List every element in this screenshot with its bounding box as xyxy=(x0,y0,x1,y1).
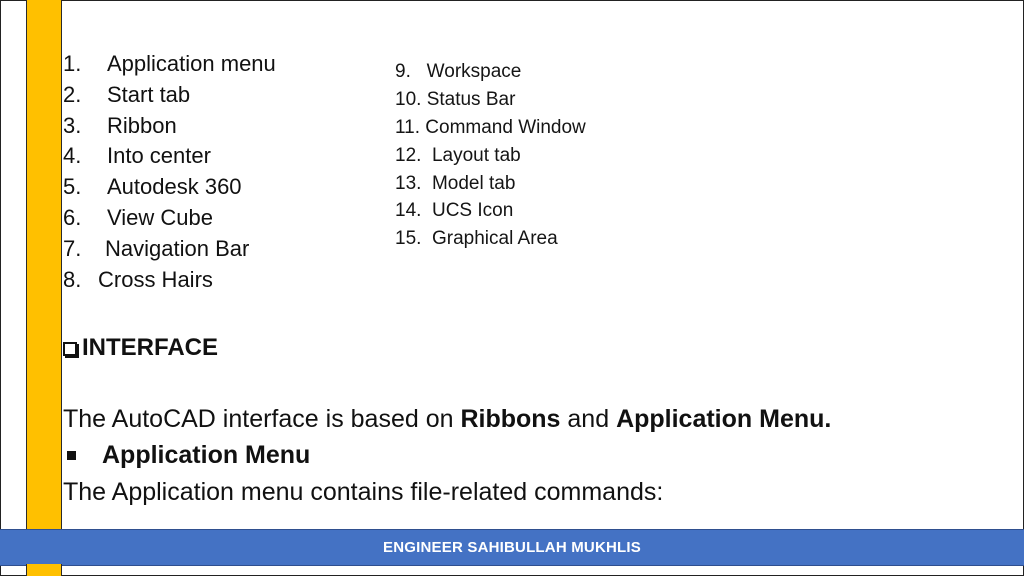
list-item xyxy=(63,172,276,203)
list-item: 12. Layout tab xyxy=(395,144,521,166)
list-item: 9. Workspace xyxy=(395,61,522,82)
accent-bar xyxy=(26,0,62,576)
list-item-label: Cross Hairs xyxy=(98,266,213,292)
intro-middle: and xyxy=(560,405,617,433)
subheading-text: Application Menu xyxy=(102,441,311,469)
list-item xyxy=(63,80,276,111)
description-paragraph: The Application menu contains file-related commands: xyxy=(63,478,664,506)
list-item xyxy=(63,111,276,142)
list-item-number: 6. xyxy=(63,204,82,230)
list-item-number: 7. xyxy=(63,235,82,261)
intro-paragraph xyxy=(63,401,831,437)
list-item-number: 5. xyxy=(63,174,82,200)
list-item: 14. UCS Icon xyxy=(395,200,514,222)
list-item-label: Ribbon xyxy=(107,112,177,138)
list-item-label: View Cube xyxy=(107,204,213,230)
footer-text: ENGINEER SAHIBULLAH MUKHLIS xyxy=(383,539,641,556)
list-item: 13. Model tab xyxy=(395,172,516,194)
intro-prefix: The AutoCAD interface is based on xyxy=(63,405,461,433)
section-heading-text: INTERFACE xyxy=(82,334,219,361)
list-item: 11. Command Window xyxy=(395,116,586,138)
list-item-number: 2. xyxy=(63,81,82,107)
list-item xyxy=(63,49,276,80)
list-item xyxy=(63,265,276,296)
list-item-number: 1. xyxy=(63,51,82,76)
list-item: 15. Graphical Area xyxy=(395,228,558,250)
list-item: 10. Status Bar xyxy=(395,88,516,110)
interface-components-list-continued xyxy=(395,58,586,253)
list-item-label: Application menu xyxy=(107,51,276,76)
list-item xyxy=(63,141,276,172)
list-item-label: Start tab xyxy=(107,81,191,107)
list-item-number: 8. xyxy=(63,266,82,292)
list-item-label: Navigation Bar xyxy=(105,235,250,261)
intro-bold-application-menu: Application Menu. xyxy=(616,405,832,433)
list-item xyxy=(63,203,276,234)
list-item xyxy=(63,234,276,265)
section-heading xyxy=(63,331,218,365)
list-item-label: Into center xyxy=(107,143,211,169)
subheading xyxy=(63,437,310,473)
square-bullet-icon xyxy=(67,451,76,460)
list-item-number: 4. xyxy=(63,143,82,169)
interface-components-list xyxy=(63,49,276,295)
checkbox-icon xyxy=(63,342,77,356)
accent-bar-bottom xyxy=(26,564,62,576)
list-item-label: Autodesk 360 xyxy=(107,174,242,200)
list-item-number: 3. xyxy=(63,112,82,138)
intro-bold-ribbons: Ribbons xyxy=(460,405,561,433)
footer-bar xyxy=(0,529,1024,566)
